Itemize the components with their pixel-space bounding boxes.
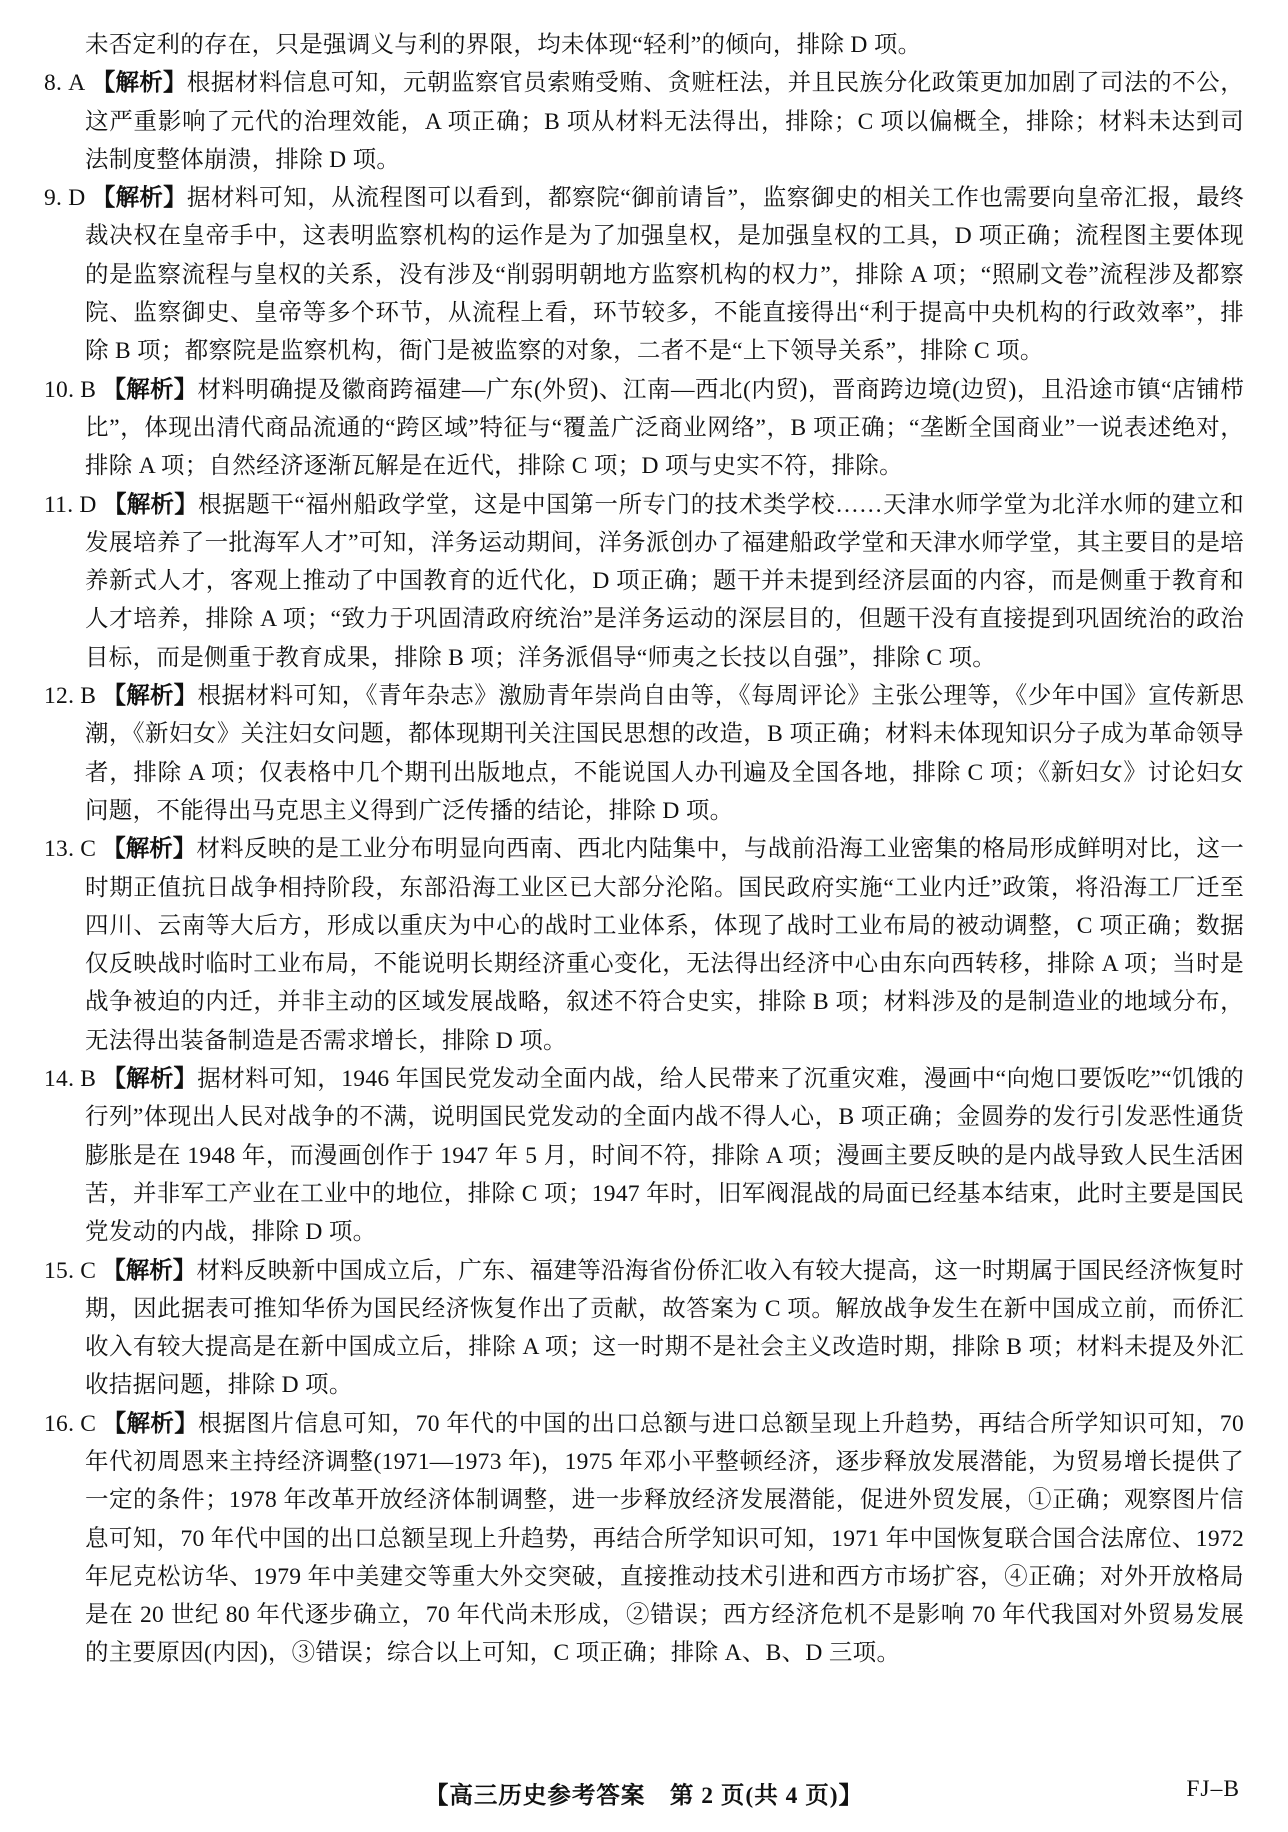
answer-letter: B: [80, 683, 97, 710]
analysis-label: 【解析】: [91, 185, 187, 212]
analysis-text: 据材料可知，1946 年国民党发动全面内战，给人民带来了沉重灾难，漫画中“向炮口要饭吃”“饥饿的行列”体现出人民对战争的不满，说明国民党发动的全面内战不得人心，B 项正确；金圆券的发行引发恶性通货膨胀是在 1948 年，而漫画创作于 1947 年 5 月，时间不符，排除 A 项；漫画主要反映的是内战导致人民生活困苦，并非军工产业在工业中的地位，排除 C 项；1947 年时，旧军阀混战的局面已经基本结束，此时主要是国民党发动的内战，排除 D 项。: [85, 1066, 1244, 1246]
item-number: 12.: [44, 683, 75, 710]
continuation-text: 未否定利的存在，只是强调义与利的界限，均未体现“轻利”的倾向，排除 D 项。: [85, 32, 922, 58]
answer-letter: C: [80, 836, 97, 863]
answer-content: [44, 26, 1244, 1673]
analysis-label: 【解析】: [91, 70, 187, 97]
analysis-label: 【解析】: [102, 683, 198, 710]
answer-letter: C: [80, 1410, 97, 1437]
analysis-text: 根据材料信息可知，元朝监察官员索贿受贿、贪赃枉法，并且民族分化政策更加加剧了司法的不公，这严重影响了元代的治理效能，A 项正确；B 项从材料无法得出，排除；C 项以偏概全，排除；材料未达到司法制度整体崩溃，排除 D 项。: [85, 70, 1245, 173]
analysis-text: 材料反映新中国成立后，广东、福建等沿海省份侨汇收入有较大提高，这一时期属于国民经济恢复时期，因此据表可推知华侨为国民经济恢复作出了贡献，故答案为 C 项。解放战争发生在新中国成立前，而侨汇收入有较大提高是在新中国成立后，排除 A 项；这一时期不是社会主义改造时期，排除 B 项；材料未提及外汇收拮据问题，排除 D 项。: [85, 1257, 1245, 1399]
analysis-text: 据材料可知，从流程图可以看到，都察院“御前请旨”，监察御史的相关工作也需要向皇帝汇报，最终裁决权在皇帝手中，这表明监察机构的运作是为了加强皇权，是加强皇权的工具，D 项正确；流程图主要体现的是监察流程与皇权的关系，没有涉及“削弱明朝地方监察机构的权力”，排除 A 项；“照刷文卷”流程涉及都察院、监察御史、皇帝等多个环节，从流程上看，环节较多，不能直接得出“利于提高中央机构的行政效率”，排除 B 项；都察院是监察机构，衙门是被监察的对象，二者不是“上下领导关系”，排除 C 项。: [85, 185, 1244, 365]
answer-item-15: [44, 1252, 1244, 1405]
analysis-label: 【解析】: [102, 836, 197, 863]
answer-item-10: [44, 371, 1244, 486]
item-number: 9.: [44, 185, 63, 212]
answer-letter: D: [79, 491, 97, 518]
continuation-paragraph: [85, 26, 1244, 64]
page-footer: [0, 1776, 1288, 1816]
analysis-text: 材料反映的是工业分布明显向西南、西北内陆集中，与战前沿海工业密集的格局形成鲜明对比，这一时期正值抗日战争相持阶段，东部沿海工业区已大部分沦陷。国民政府实施“工业内迁”政策，将沿海工厂迁至四川、云南等大后方，形成以重庆为中心的战时工业体系，体现了战时工业布局的被动调整，C 项正确；数据仅反映战时临时工业布局，不能说明长期经济重心变化，无法得出经济中心由东向西转移，排除 A 项；当时是战争被迫的内迁，并非主动的区域发展战略，叙述不符合史实，排除 B 项；材料涉及的是制造业的地域分布，无法得出装备制造是否需求增长，排除 D 项。: [85, 836, 1245, 1054]
item-number: 16.: [44, 1410, 75, 1437]
analysis-text: 根据题干“福州船政学堂，这是中国第一所专门的技术类学校……天津水师学堂为北洋水师的建立和发展培养了一批海军人才”可知，洋务运动期间，洋务派创办了福建船政学堂和天津水师学堂，其主要目的是培养新式人才，客观上推动了中国教育的近代化，D 项正确；题干并未提到经济层面的内容，而是侧重于教育和人才培养，排除 A 项；“致力于巩固清政府统治”是洋务运动的深层目的，但题干没有直接提到巩固统治的政治目标，而是侧重于教育成果，排除 B 项；洋务派倡导“师夷之长技以自强”，排除 C 项。: [85, 491, 1244, 671]
item-number: 8.: [44, 70, 63, 97]
answer-letter: C: [80, 1257, 97, 1284]
analysis-label: 【解析】: [102, 376, 198, 403]
answer-letter: D: [68, 185, 86, 212]
answer-item-8: [44, 64, 1244, 179]
answer-item-16: [44, 1405, 1244, 1673]
answer-item-14: [44, 1060, 1244, 1251]
answer-letter: B: [80, 376, 97, 403]
item-number: 13.: [44, 836, 75, 863]
item-number: 15.: [44, 1257, 75, 1284]
analysis-text: 根据图片信息可知，70 年代的中国的出口总额与进口总额呈现上升趋势，再结合所学知识可知，70 年代初周恩来主持经济调整(1971—1973 年)，1975 年邓小平整顿经济，逐步释放发展潜能，为贸易增长提供了一定的条件；1978 年改革开放经济体制调整，进一步释放经济发展潜能，促进外贸发展，①正确；观察图片信息可知，70 年代中国的出口总额呈现上升趋势，再结合所学知识可知，1971 年中国恢复联合国合法席位、1972 年尼克松访华、1979 年中美建交等重大外交突破，直接推动技术引进和西方市场扩容，④正确；对外开放格局是在 20 世纪 80 年代逐步确立，70 年代尚未形成，②错误；西方经济危机不是影响 70 年代我国对外贸易发展的主要原因(内因)，③错误；综合以上可知，C 项正确；排除 A、B、D 三项。: [85, 1410, 1244, 1667]
analysis-text: 根据材料可知，《青年杂志》激励青年崇尚自由等，《每周评论》主张公理等，《少年中国》宣传新思潮，《新妇女》关注妇女问题，都体现期刊关注国民思想的改造，B 项正确；材料未体现知识分子成为革命领导者，排除 A 项；仅表格中几个期刊出版地点，不能说国人办刊遍及全国各地，排除 C 项；《新妇女》讨论妇女问题，不能得出马克思主义得到广泛传播的结论，排除 D 项。: [85, 683, 1245, 824]
footer-paper-code: FJ–B: [1186, 1776, 1240, 1802]
answer-item-9: [44, 179, 1244, 370]
answer-item-13: [44, 830, 1244, 1060]
analysis-label: 【解析】: [102, 1066, 198, 1093]
answer-item-12: [44, 677, 1244, 830]
answer-letter: A: [68, 70, 86, 97]
answer-letter: B: [80, 1066, 97, 1093]
analysis-label: 【解析】: [102, 1410, 199, 1437]
analysis-text: 材料明确提及徽商跨福建—广东(外贸)、江南—西北(内贸)，晋商跨边境(边贸)，且沿途市镇“店铺栉比”，体现出清代商品流通的“跨区域”特征与“覆盖广泛商业网络”，B 项正确；“垄断全国商业”一说表述绝对，排除 A 项；自然经济逐渐瓦解是在近代，排除 C 项；D 项与史实不符，排除。: [85, 376, 1244, 480]
item-number: 14.: [44, 1066, 75, 1093]
analysis-label: 【解析】: [102, 1257, 197, 1284]
item-number: 10.: [44, 376, 75, 403]
analysis-label: 【解析】: [102, 491, 199, 518]
footer-title: 【高三历史参考答案 第 2 页(共 4 页)】: [424, 1783, 864, 1809]
item-number: 11.: [44, 491, 74, 518]
answer-item-11: [44, 486, 1244, 677]
